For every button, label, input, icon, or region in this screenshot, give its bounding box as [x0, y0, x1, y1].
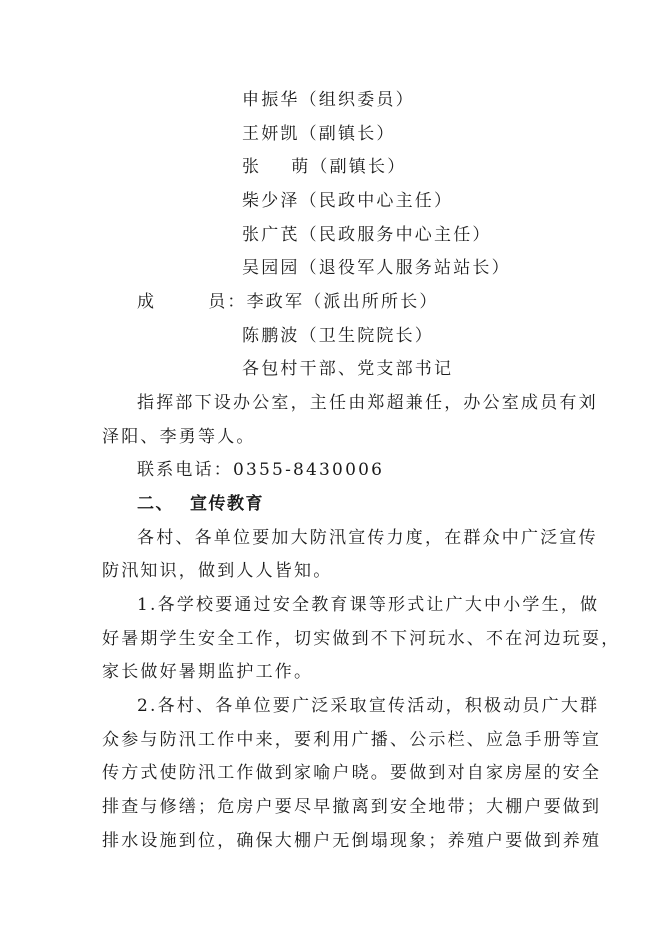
- office-line-2: 泽阳、李勇等人。: [102, 427, 256, 447]
- item1-line-1: 1.各学校要通过安全教育课等形式让广大中小学生，做: [137, 595, 600, 615]
- office-line-1: 指挥部下设办公室，主任由郑超兼任，办公室成员有刘: [137, 393, 598, 413]
- section-heading: [137, 494, 264, 514]
- member-zhang-meng-surname: 张: [242, 157, 262, 177]
- member-village-cadres: 各包村干部、党支部书记: [242, 359, 454, 379]
- section-number: 二、: [137, 494, 174, 514]
- member-shen: 申振华（组织委员）: [242, 90, 415, 110]
- members-label-second: 员：: [208, 292, 247, 312]
- member-li: 李政军（派出所所长）: [246, 292, 439, 312]
- member-zhang-meng: [242, 157, 406, 177]
- intro-line-2: 防汛知识，做到人人皆知。: [102, 561, 333, 581]
- item2-line-1: 2.各村、各单位要广泛采取宣传活动，积极动员广大群: [137, 696, 600, 716]
- member-chen: 陈鹏波（卫生院院长）: [242, 326, 434, 346]
- office-phone: 联系电话：0355-8430006: [137, 460, 385, 480]
- item1-line-2: 好暑期学生安全工作，切实做到不下河玩水、不在河边玩耍，: [102, 629, 621, 649]
- item2-line-3: 传方式使防汛工作做到家喻户晓。要做到对自家房屋的安全: [102, 763, 602, 783]
- member-wu: 吴园园（退役军人服务站站长）: [242, 258, 511, 278]
- members-label-first: 成: [137, 292, 157, 312]
- intro-line-1: 各村、各单位要加大防汛宣传力度，在群众中广泛宣传: [137, 528, 598, 548]
- member-chai: 柴少泽（民政中心主任）: [242, 191, 454, 211]
- member-zhang-meng-rest: 萌（副镇长）: [291, 157, 407, 177]
- item2-line-5: 排水设施到位，确保大棚户无倒塌现象；养殖户要做到养殖: [102, 831, 602, 851]
- member-zhang-guang: 张广芪（民政服务中心主任）: [242, 225, 492, 245]
- section-title: 宣传教育: [190, 494, 264, 514]
- member-wang: 王妍凯（副镇长）: [242, 124, 396, 144]
- item1-line-3: 家长做好暑期监护工作。: [102, 662, 314, 682]
- members-label-line: [137, 292, 439, 312]
- item2-line-4: 排查与修缮；危房户要尽早撤离到安全地带；大棚户要做到: [102, 797, 602, 817]
- item2-line-2: 众参与防汛工作中来，要利用广播、公示栏、应急手册等宣: [102, 730, 602, 750]
